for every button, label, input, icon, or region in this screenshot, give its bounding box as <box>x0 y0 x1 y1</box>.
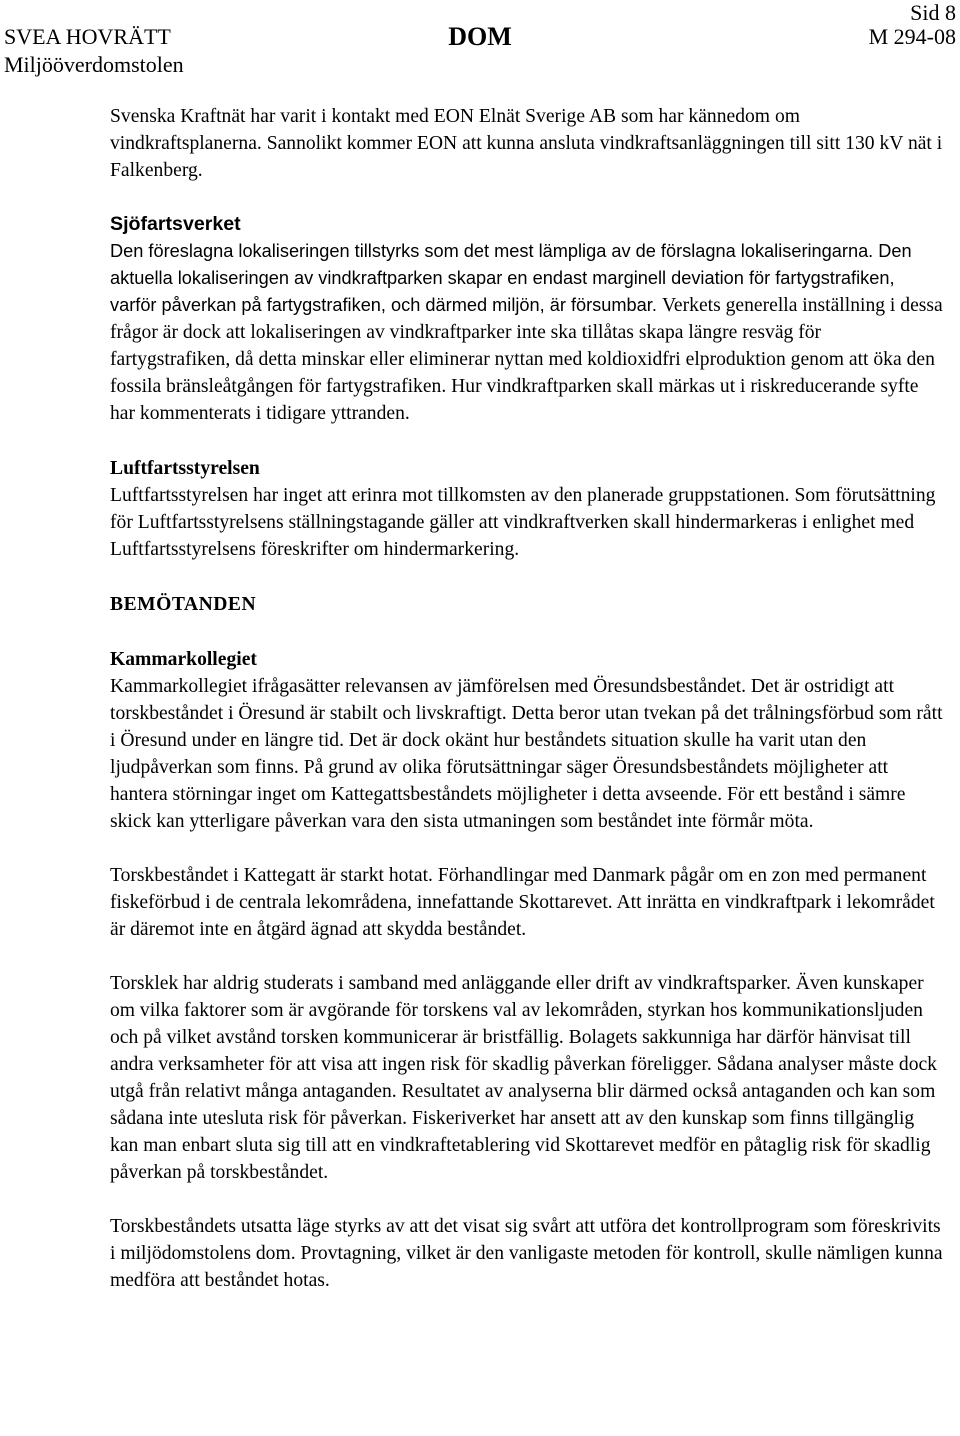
paragraph-kammarkollegiet-3: Torsklek har aldrig studerats i samband med anläggande eller drift av vindkraftsparker. Även kunskaper om vilka faktorer som är avgörande för torskens val av lekområden, styrkan hos kommunikationsljuden och på vilket avstånd torsken kommunicerar är bristfällig. Bolagets sakkunniga har därför hänvisat till andra verksamheter för att visa att ingen risk för skadlig påverkan föreligger. Sådana analyser måste dock utgå från relativt många antaganden. Resultatet av analyserna blir därmed också antaganden och kan som sådana inte utesluta risk för påverkan. Fiskeriverket har ansett att av den kunskap som finns tillgänglig kan man enbart sluta sig till att en vindkraftetablering vid Skottarevet medför en påtaglig risk för skadlig påverkan på torskbeståndet. <box>110 973 937 1183</box>
paragraph-sjofartsverket <box>110 238 946 427</box>
section-title-bemotanden: BEMÖTANDEN <box>110 594 257 615</box>
paragraph-kammarkollegiet-4: Torskbeståndets utsatta läge styrks av att det visat sig svårt att utföra det kontrollprogram som föreskrivits i miljödomstolens dom. Provtagning, vilket är den vanligaste metoden för kontroll, skulle nämligen kunna medföra att beståndet hotas. <box>110 1216 943 1291</box>
paragraph-kammarkollegiet-1: Kammarkollegiet ifrågasätter relevansen av jämförelsen med Öresundsbeståndet. Det är ostridigt att torskbeståndet i Öresund är stabilt och livskraftigt. Detta beror utan tvekan på det trålningsförbud som rått i Öresund under en längre tid. Det är dock okänt hur beståndets situation skulle ha varit utan den ljudpåverkan som finns. På grund av olika förutsättningar säger Öresundsbeståndets möjligheter att hantera störningar inget om Kattegattsbeståndets möjligheter i detta avseende. För ett bestånd i sämre skick kan ytterligare påverkan vara den sista utmaningen som beståndet inte förmår möta. <box>110 676 943 832</box>
heading-luftfartsstyrelsen: Luftfartsstyrelsen <box>110 458 260 479</box>
paragraph-svenska-kraftnat: Svenska Kraftnät har varit i kontakt med EON Elnät Sverige AB som har kännedom om vindkraftsplanerna. Sannolikt kommer EON att kunna ansluta vindkraftsanläggningen till sitt 130 kV nät i Falkenberg. <box>110 106 943 181</box>
paragraph-kammarkollegiet-2: Torskbeståndet i Kattegatt är starkt hotat. Förhandlingar med Danmark pågår om en zon med permanent fiskeförbud i de centrala lekområdena, innefattande Skottarevet. Att inrätta en vindkraftpark i lekområdet är däremot inte en åtgärd ägnad att skydda beståndet. <box>110 865 935 940</box>
document-type: DOM <box>448 22 512 51</box>
case-number: M 294-08 <box>868 24 956 49</box>
court-department: Miljööverdomstolen <box>4 52 184 77</box>
court-name: SVEA HOVRÄTT <box>4 24 171 49</box>
document-body <box>110 103 946 1294</box>
page-header <box>0 0 960 80</box>
heading-sjofartsverket: Sjöfartsverket <box>110 213 241 235</box>
page-number: Sid 8 <box>910 0 956 25</box>
sjofart-text-part2: Verkets generella inställning i dessa frågor är dock att lokaliseringen av vindkraftparker inte ska tillåtas skapa längre resväg för fartygstrafiken, då detta minskar eller eliminerar nyttan med koldioxidfri elproduktion genom att öka den fossila bränsleåtgången för fartygstrafiken. Hur vindkraftparken skall märkas ut i riskreducerande syfte har kommenterats i tidigare yttranden. <box>110 295 943 424</box>
heading-kammarkollegiet: Kammarkollegiet <box>110 649 257 670</box>
paragraph-luftfartsstyrelsen: Luftfartsstyrelsen har inget att erinra mot tillkomsten av den planerade gruppstationen. Som förutsättning för Luftfartsstyrelsens ställningstagande gäller att vindkraftverken skall hindermarkeras i enlighet med Luftfartsstyrelsens föreskrifter om hindermarkering. <box>110 485 936 560</box>
sjofart-text-part1: Den föreslagna lokaliseringen tillstyrks som det mest lämpliga av de förslagna lokaliseringarna. Den aktuella lokaliseringen av vindkraftparken skapar en endast marginell deviation för fartygstrafiken, varför påverkan på fartygstrafiken, och därmed miljön, är försumbar. <box>110 241 912 315</box>
